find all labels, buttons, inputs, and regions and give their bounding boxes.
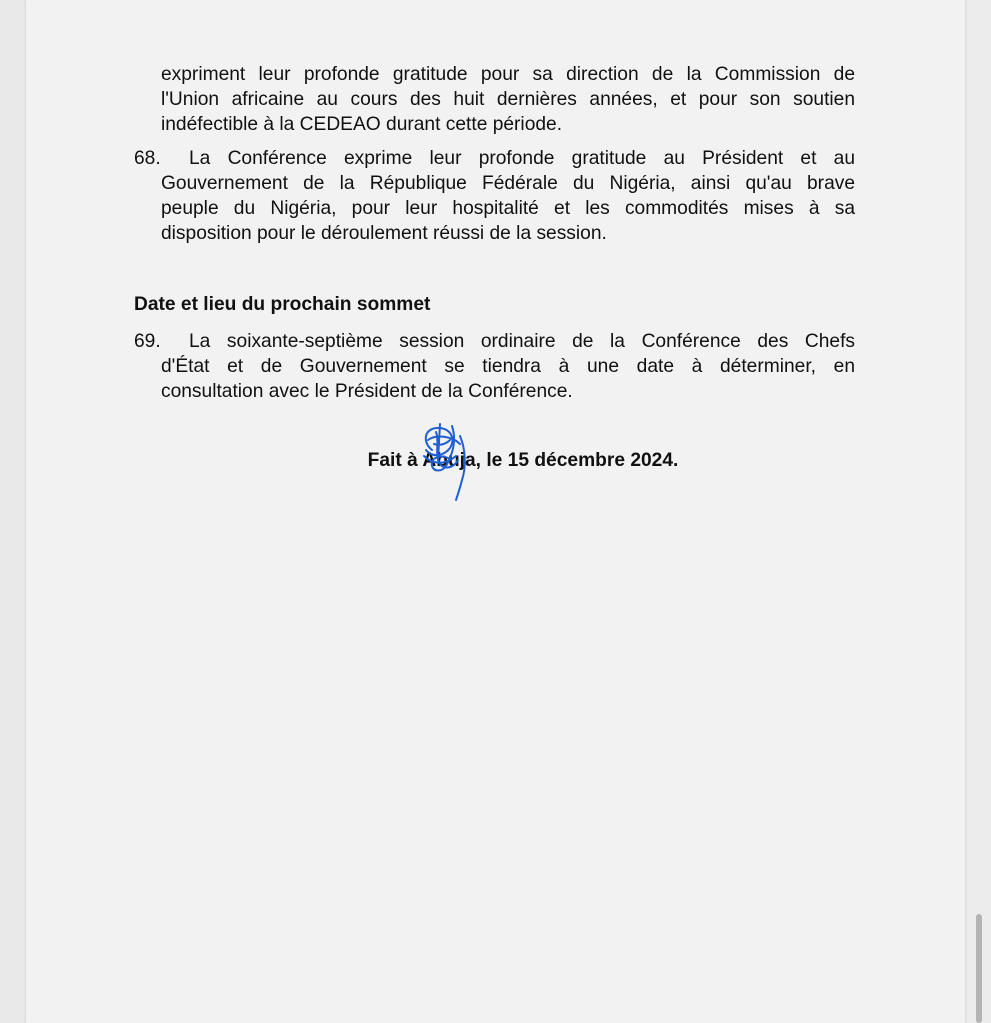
paragraph-69-line-2: d'État et de Gouvernement se tiendra à une date à déterminer, en	[161, 356, 855, 377]
paragraph-69-number: 69.	[134, 331, 161, 352]
paragraph-68-line-2: Gouvernement de la République Fédérale du Nigéria, ainsi qu'au brave	[161, 173, 855, 194]
continued-paragraph-line-2: l'Union africaine au cours des huit dernières années, et pour son soutien	[161, 89, 855, 110]
scrollbar-track[interactable]	[967, 0, 991, 1023]
signature-icon	[410, 420, 480, 502]
paragraph-68-line-3: peuple du Nigéria, pour leur hospitalité et les commodités mises à sa	[161, 198, 855, 219]
scrollbar-thumb[interactable]	[976, 914, 982, 1023]
paragraph-68-line-4: disposition pour le déroulement réussi de la session.	[161, 223, 607, 244]
closing-line: Fait à Abuja, le 15 décembre 2024.	[367, 450, 679, 471]
paragraph-69-line-1: La soixante-septième session ordinaire de la Conférence des Chefs	[189, 331, 855, 352]
continued-paragraph-line-3: indéfectible à la CEDEAO durant cette période.	[161, 114, 563, 135]
section-heading: Date et lieu du prochain sommet	[134, 294, 431, 315]
paragraph-69-line-3: consultation avec le Président de la Conférence.	[161, 381, 573, 402]
continued-paragraph-line-1: expriment leur profonde gratitude pour sa direction de la Commission de	[161, 64, 855, 85]
paragraph-68-number: 68.	[134, 148, 161, 169]
paragraph-68-line-1: La Conférence exprime leur profonde gratitude au Président et au	[189, 148, 855, 169]
